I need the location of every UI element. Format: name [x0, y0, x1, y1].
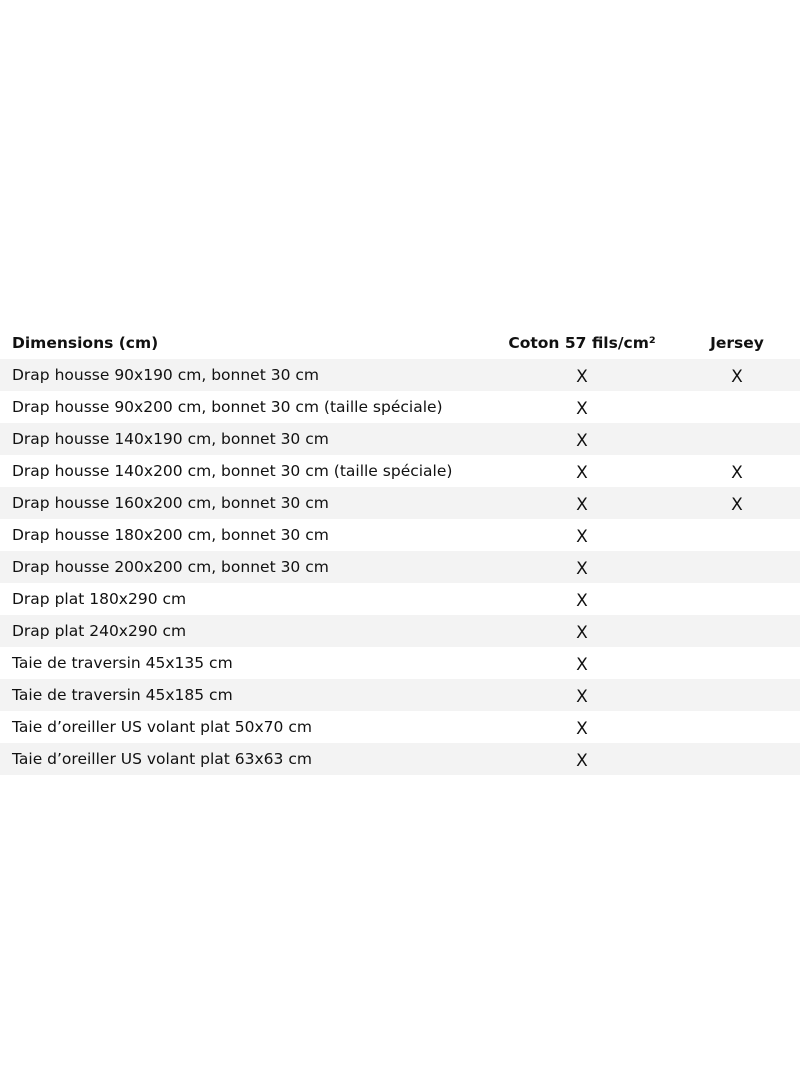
dimension-cell: Drap housse 140x190 cm, bonnet 30 cm: [0, 423, 502, 455]
jersey-mark: [662, 391, 800, 423]
jersey-mark: [662, 551, 800, 583]
jersey-mark: [662, 647, 800, 679]
table-row: [0, 615, 800, 647]
jersey-mark: X: [662, 359, 800, 391]
coton-mark: X: [502, 359, 662, 391]
jersey-mark: X: [662, 455, 800, 487]
dimension-cell: Drap plat 240x290 cm: [0, 615, 502, 647]
dimension-cell: Drap housse 90x200 cm, bonnet 30 cm (taille spéciale): [0, 391, 502, 423]
header-row: [0, 326, 800, 359]
dimension-cell: Drap housse 140x200 cm, bonnet 30 cm (taille spéciale): [0, 455, 502, 487]
table-row: [0, 391, 800, 423]
dimension-cell: Drap housse 180x200 cm, bonnet 30 cm: [0, 519, 502, 551]
dimension-cell: Drap housse 160x200 cm, bonnet 30 cm: [0, 487, 502, 519]
table-row: [0, 647, 800, 679]
dimension-cell: Taie d’oreiller US volant plat 63x63 cm: [0, 743, 502, 775]
coton-mark: X: [502, 711, 662, 743]
jersey-mark: [662, 711, 800, 743]
table-row: [0, 743, 800, 775]
coton-mark: X: [502, 647, 662, 679]
jersey-mark: [662, 679, 800, 711]
dimension-cell: Drap housse 90x190 cm, bonnet 30 cm: [0, 359, 502, 391]
jersey-mark: [662, 743, 800, 775]
dimension-cell: Drap housse 200x200 cm, bonnet 30 cm: [0, 551, 502, 583]
table-row: [0, 583, 800, 615]
coton-mark: X: [502, 455, 662, 487]
table-row: [0, 519, 800, 551]
table-row: [0, 679, 800, 711]
table-body: [0, 359, 800, 775]
table-row: [0, 551, 800, 583]
coton-mark: X: [502, 679, 662, 711]
jersey-mark: X: [662, 487, 800, 519]
table-row: [0, 359, 800, 391]
table-row: [0, 711, 800, 743]
header-dimensions: Dimensions (cm): [12, 333, 159, 352]
jersey-mark: [662, 423, 800, 455]
table-header: [0, 326, 800, 359]
coton-mark: X: [502, 743, 662, 775]
coton-mark: X: [502, 519, 662, 551]
header-coton: Coton 57 fils/cm²: [508, 333, 656, 352]
coton-mark: X: [502, 551, 662, 583]
dimension-cell: Taie d’oreiller US volant plat 50x70 cm: [0, 711, 502, 743]
jersey-mark: [662, 519, 800, 551]
coton-mark: X: [502, 615, 662, 647]
dimension-cell: Taie de traversin 45x135 cm: [0, 647, 502, 679]
header-jersey: Jersey: [710, 333, 764, 352]
table-row: [0, 487, 800, 519]
table-row: [0, 423, 800, 455]
jersey-mark: [662, 583, 800, 615]
size-availability-table: [0, 326, 800, 775]
dimension-cell: Drap plat 180x290 cm: [0, 583, 502, 615]
coton-mark: X: [502, 583, 662, 615]
dimension-cell: Taie de traversin 45x185 cm: [0, 679, 502, 711]
table-row: [0, 455, 800, 487]
coton-mark: X: [502, 423, 662, 455]
coton-mark: X: [502, 487, 662, 519]
jersey-mark: [662, 615, 800, 647]
coton-mark: X: [502, 391, 662, 423]
